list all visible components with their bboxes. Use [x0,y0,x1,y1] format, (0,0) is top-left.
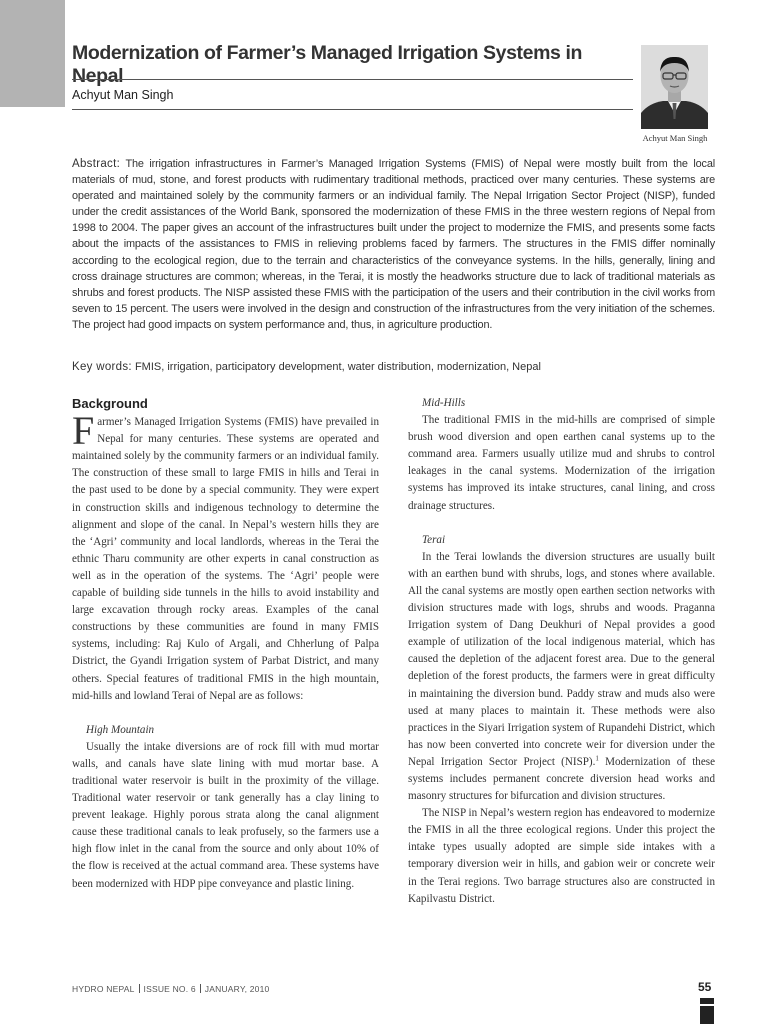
section-heading-background: Background [72,396,148,411]
background-paragraph-text: armer’s Managed Irrigation Systems (FMIS) have prevailed in Nepal for many centuries. These systems are operated and maintained solely by the community farmers or an individual family. The construction of these small to large FMIS in hills and Terai in the past used to be done by a special community. They were expert in construction skills and indigenous technology to determine the alignment and slope of the canal. In Nepal’s western hills they are the ‘Agri’ community and local landlords, whereas in the Terai the ethnic Tharu community are other experts in canal construction as well as in the operation of the systems. The ‘Agri’ people were capable of building side tunnels in the hills to avoid instability and large excavation through rocky areas. Examples of the canal constructions by these communities are found in many FMIS systems, including: Raj Kulo of Argali, and Chherlung of Palpa District, the Gyandi Irrigation system of Parbat District, and many others. Special features of traditional FMIS in the high mountain, mid-hills and lowland Terai of Nepal are as follows: [72,416,379,702]
footer-date: JANUARY, 2010 [204,984,270,994]
keywords [72,361,715,373]
footer-separator [200,984,201,993]
terai-text-part2: Modernization of these systems includes permanent concrete diversion head works and masonry structures for bifurcation and division structures. [408,755,716,803]
left-column [72,395,379,893]
title-divider [72,79,633,80]
author-name: Achyut Man Singh [72,88,174,102]
mid-hills-paragraph: The traditional FMIS in the mid-hills are comprised of simple brush wood diversion and open earthen canal systems up to the command area. Farmers usually utilize mud and shrubs to control leakages in the canal systems. Modernization of the irrigation systems has improved its intake structures, canal lining, and cross drainage structures. [408,414,715,512]
terai-paragraph [408,549,715,805]
footer-separator [139,984,140,993]
footer-journal: HYDRO NEPAL [72,984,135,994]
subheading-terai: Terai [422,533,446,546]
page-marker-notch [700,1004,714,1006]
right-column [408,395,715,908]
page-marker-bar [700,998,714,1024]
high-mountain-paragraph: Usually the intake diversions are of rock fill with mud mortar walls, and canals have slate lining with mud mortar base. A traditional water reservoir is built in the proximity of the village. Traditional water reservoir or tank generally has a clay lining to prevent leakage. Highly porous strata along the canal alignment cause these traditional canals to leak profusely, so the farmers use a high flow inlet in the canal from the source and only about 10% of the flow is received at the actual command area. These systems have been modernized with HDP pipe conveyance and plastic lining. [72,740,379,890]
nisp-paragraph: The NISP in Nepal’s western region has endeavored to modernize the FMIS in all the three ecological regions. Under this project the intake types usually adopted are simple side intakes with a temporary diversion weir in hills, and gabion weir or concrete weir in the Terai regions. Two barrage structures also are constructed in Kapilvastu District. [408,807,715,905]
corner-decoration-block [0,0,65,107]
background-paragraph [72,408,379,705]
article-title: Modernization of Farmer’s Managed Irrigation Systems in Nepal [72,42,583,87]
author-portrait-image [641,45,708,129]
author-photo [641,45,708,129]
subheading-mid-hills: Mid-Hills [422,397,466,409]
photo-caption: Achyut Man Singh [642,133,708,143]
drop-cap: F [72,408,95,454]
keywords-text: FMIS, irrigation, participatory development, water distribution, modernization, Nepal [134,361,541,373]
abstract-label: Abstract: [72,158,121,170]
subheading-high-mountain: High Mountain [86,723,155,736]
page-number: 55 [698,980,712,994]
abstract [72,156,715,333]
terai-text-part1: In the Terai lowlands the diversion structures are usually built with an earthen bund with shrubs, logs, and stones where available. All the canal systems are mostly open earthen section networks with division structures made with logs, shrubs and woods. Praganna Irrigation system of Dang Deukhuri of Nepal provides a good example of utilization of the local indigenous material, which has caused the depletion of the adjacent forest area. Due to the general depletion of the forest products, the farmers were in great difficulty in maintaining the diversion bund. Paddy straw and muds also were used at many places to maintain it. These methods were also practices in the Siyari Irrigation system of Rupandehi District, which has now been converted into concrete weir for diversion under the Nepal Irrigation Sector Project (NISP). [408,550,715,768]
footnote-mark: 1 [595,754,599,763]
abstract-text: The irrigation infrastructures in Farmer’s Managed Irrigation Systems (FMIS) of Nepal were mostly built from the local materials of mud, stone, and forest products with rudimentary traditional methods, practiced over many centuries. These systems are operated and maintained solely by the community farmers or an individual family. The Nepal Irrigation Sector Project (NISP), funded under the credit assistances of the World Bank, sponsored the modernization of these FMIS in the three western regions of Nepal from 1998 to 2004. The paper gives an account of the infrastructures built under the project to modernize the FMIS, and presents some facts about the impacts of the assistances to FMIS in relieving problems faced by farmers. The structures in the FMIS differ nominally according to the ecological region, due to the terrain and characteristics of the conveyance systems. In the hills, generally, lining and cross drainage structures are common; whereas, in the Terai, it is mostly the headworks structure due to lack of traditional materials as shrubs and forest products. The NISP assisted these FMIS with the participation of the users and their contribution in the civil works from seven to 15 percent. The users were involved in the design and construction of the infrastructures from the very initiation of the schemes. The project had good impacts on system performance and, thus, in agriculture production. [72,158,716,331]
author-divider [72,109,633,110]
keywords-label: Key words: [72,361,132,373]
page-footer [72,984,269,994]
footer-issue: ISSUE NO. 6 [143,984,196,994]
